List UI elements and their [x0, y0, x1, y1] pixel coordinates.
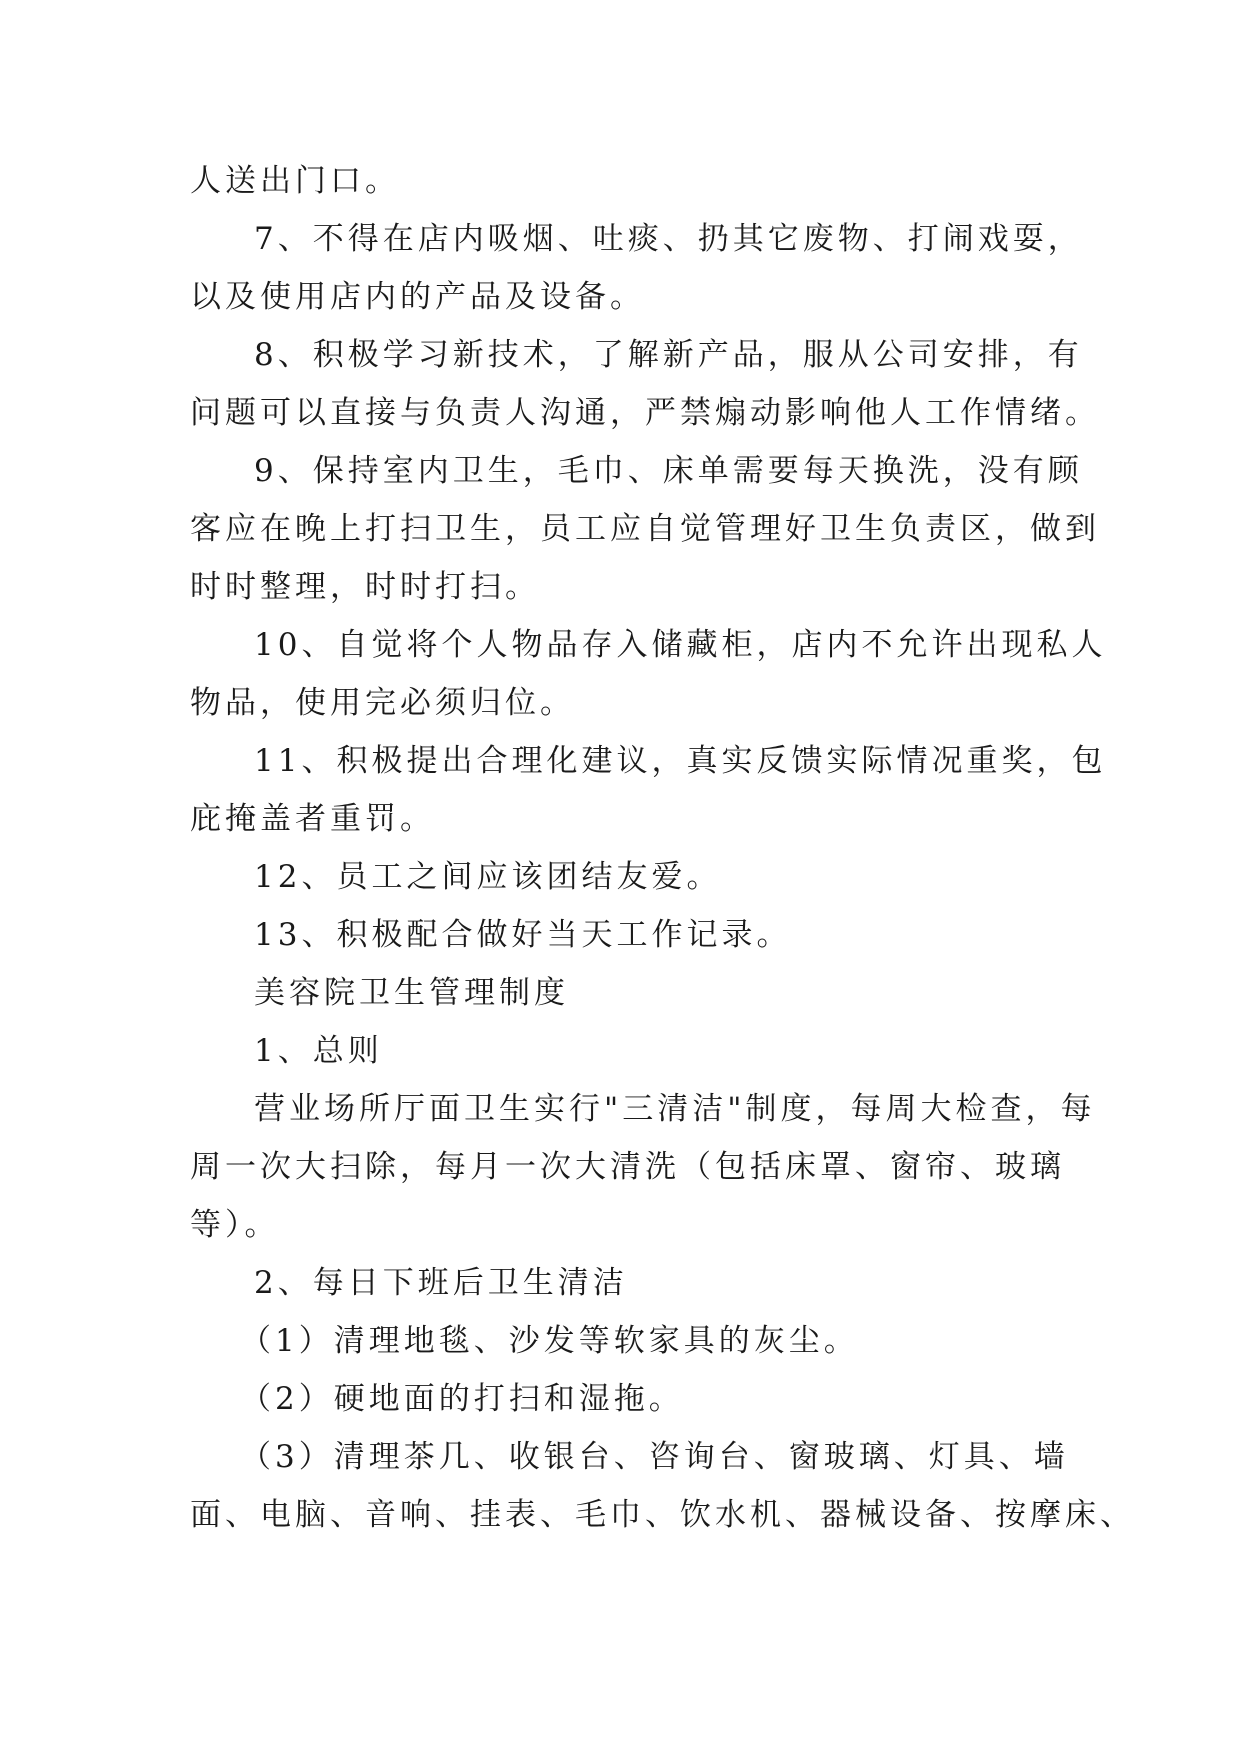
text-line: 9、保持室内卫生，毛巾、床单需要每天换洗，没有顾	[254, 453, 1083, 489]
text-line: （2）硬地面的打扫和湿拖。	[240, 1381, 684, 1417]
text-line: 等）。	[190, 1207, 280, 1243]
text-line: 12、员工之间应该团结友爱。	[254, 859, 722, 895]
text-line: 以及使用店内的产品及设备。	[190, 279, 645, 315]
text-line: 问题可以直接与负责人沟通，严禁煽动影响他人工作情绪。	[190, 395, 1100, 431]
text-line: 2、每日下班后卫生清洁	[254, 1265, 628, 1301]
text-line: 客应在晚上打扫卫生，员工应自觉管理好卫生负责区，做到	[190, 511, 1100, 547]
text-line: 11、积极提出合理化建议，真实反馈实际情况重奖，包	[254, 743, 1107, 779]
text-line: 面、电脑、音响、挂表、毛巾、饮水机、器械设备、按摩床、	[190, 1497, 1135, 1533]
text-line: 庇掩盖者重罚。	[190, 801, 435, 837]
text-line: 营业场所厅面卫生实行"三清洁"制度，每周大检查，每	[254, 1091, 1096, 1127]
text-line: （3）清理茶几、收银台、咨询台、窗玻璃、灯具、墙	[240, 1439, 1069, 1475]
text-line: 人送出门口。	[190, 163, 400, 199]
section-heading: 美容院卫生管理制度	[254, 975, 569, 1011]
text-line: 时时整理，时时打扫。	[190, 569, 540, 605]
text-line: 物品，使用完必须归位。	[190, 685, 575, 721]
document-body	[190, 152, 1135, 1544]
text-line: 7、不得在店内吸烟、吐痰、扔其它废物、打闹戏耍，	[254, 221, 1083, 257]
text-line: 周一次大扫除，每月一次大清洗（包括床罩、窗帘、玻璃	[190, 1149, 1065, 1185]
text-line: 10、自觉将个人物品存入储藏柜，店内不允许出现私人	[254, 627, 1107, 663]
text-line: 13、积极配合做好当天工作记录。	[254, 917, 792, 953]
text-line: 8、积极学习新技术，了解新产品，服从公司安排，有	[254, 337, 1083, 373]
text-line: 1、总则	[254, 1033, 383, 1069]
text-line: （1）清理地毯、沙发等软家具的灰尘。	[240, 1323, 859, 1359]
